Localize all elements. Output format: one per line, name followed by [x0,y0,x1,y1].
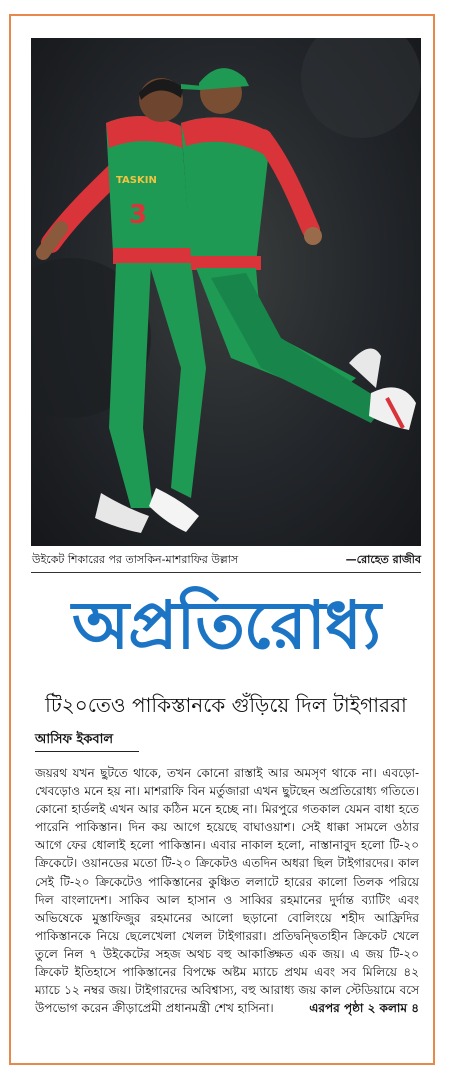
article-text: জয়রথ যখন ছুটতে থাকে, তখন কোনো রাস্তাই আর অমসৃণ থাকে না। এবড়ো-খেবড়োও মনে হয় না। মাশরাফি বিন মর্তুজারা এখন ছুটছেন অপ্রতিরোধ্য গতিতে। কোনো হার্ডলই এখন আর কঠিন মনে হচ্ছে না। মিরপুরে গতকাল যেমন বাধা হতে পারেনি পাকিস্তান। দিন কয় আগে হয়েছে বাঘাওয়াশ। সেই ধাক্কা সামলে ওঠার আগে ফের ধোলাই হলো পাকিস্তান। এবার নাকাল হলো, নাস্তানাবুদ হলো টি-২০ ক্রিকেটে। ওয়ানডের মতো টি-২০ ক্রিকেটও এতদিন অধরা ছিল টাইগারদের। কাল সেই টি-২০ ক্রিকেটেও পাকিস্তানের কুঞ্চিত ললাটে হারের কালো তিলক পরিয়ে দিল বাংলাদেশ। সাকিব আল হাসান ও সাব্বির রহমানের দুর্দান্ত ব্যাটিং এবং অভিষেকে মুস্তাফিজুর রহমানের আলো ছড়ানো বোলিংয়ে শহীদ আফ্রিদির পাকিস্তানকে নিয়ে ছেলেখেলা খেলল টাইগাররা। প্রতিদ্বন্দ্বিতাহীন ক্রিকেট খেলে তুলে নিল ৭ উইকেটের সহজ অথচ বহু আকাঙ্ক্ষিত এক জয়। এ জয় টি-২০ ক্রিকেট ইতিহাসে পাকিস্তানের বিপক্ষে অষ্টম ম্যাচে প্রথম এবং সব মিলিয়ে ৪২ ম্যাচে ১২ নম্বর জয়। টাইগারদের অবিশ্বাস্য, বহু আরাধ্য জয় কাল স্টেডিয়ামে বসে উপভোগ করেন ক্রীড়াপ্রেমী প্রধানমন্ত্রী শেখ হাসিনা। [35,766,419,1016]
article-body [35,764,419,1017]
photo-caption [31,551,421,569]
celebration-photo [31,38,421,546]
photo-credit: —রোহেত রাজীব [345,553,421,566]
svg-text:TASKIN: TASKIN [116,175,157,186]
byline: আসিফ ইকবাল [35,732,114,747]
headline: অপ্রতিরোধ্য [72,587,380,664]
continuation-note: এরপর পৃষ্ঠা ২ কলাম ৪ [309,1001,419,1016]
newspaper-clipping [9,14,435,1065]
photo-illustration [31,38,421,546]
subheadline: টি২০তেও পাকিস্তানকে গুঁড়িয়ে দিল টাইগাররা [45,693,407,717]
byline-underline [35,751,139,752]
caption-text: উইকেট শিকারের পর তাসকিন-মাশরাফির উল্লাস [32,553,239,566]
caption-divider [31,572,421,573]
svg-text:3: 3 [129,200,148,230]
